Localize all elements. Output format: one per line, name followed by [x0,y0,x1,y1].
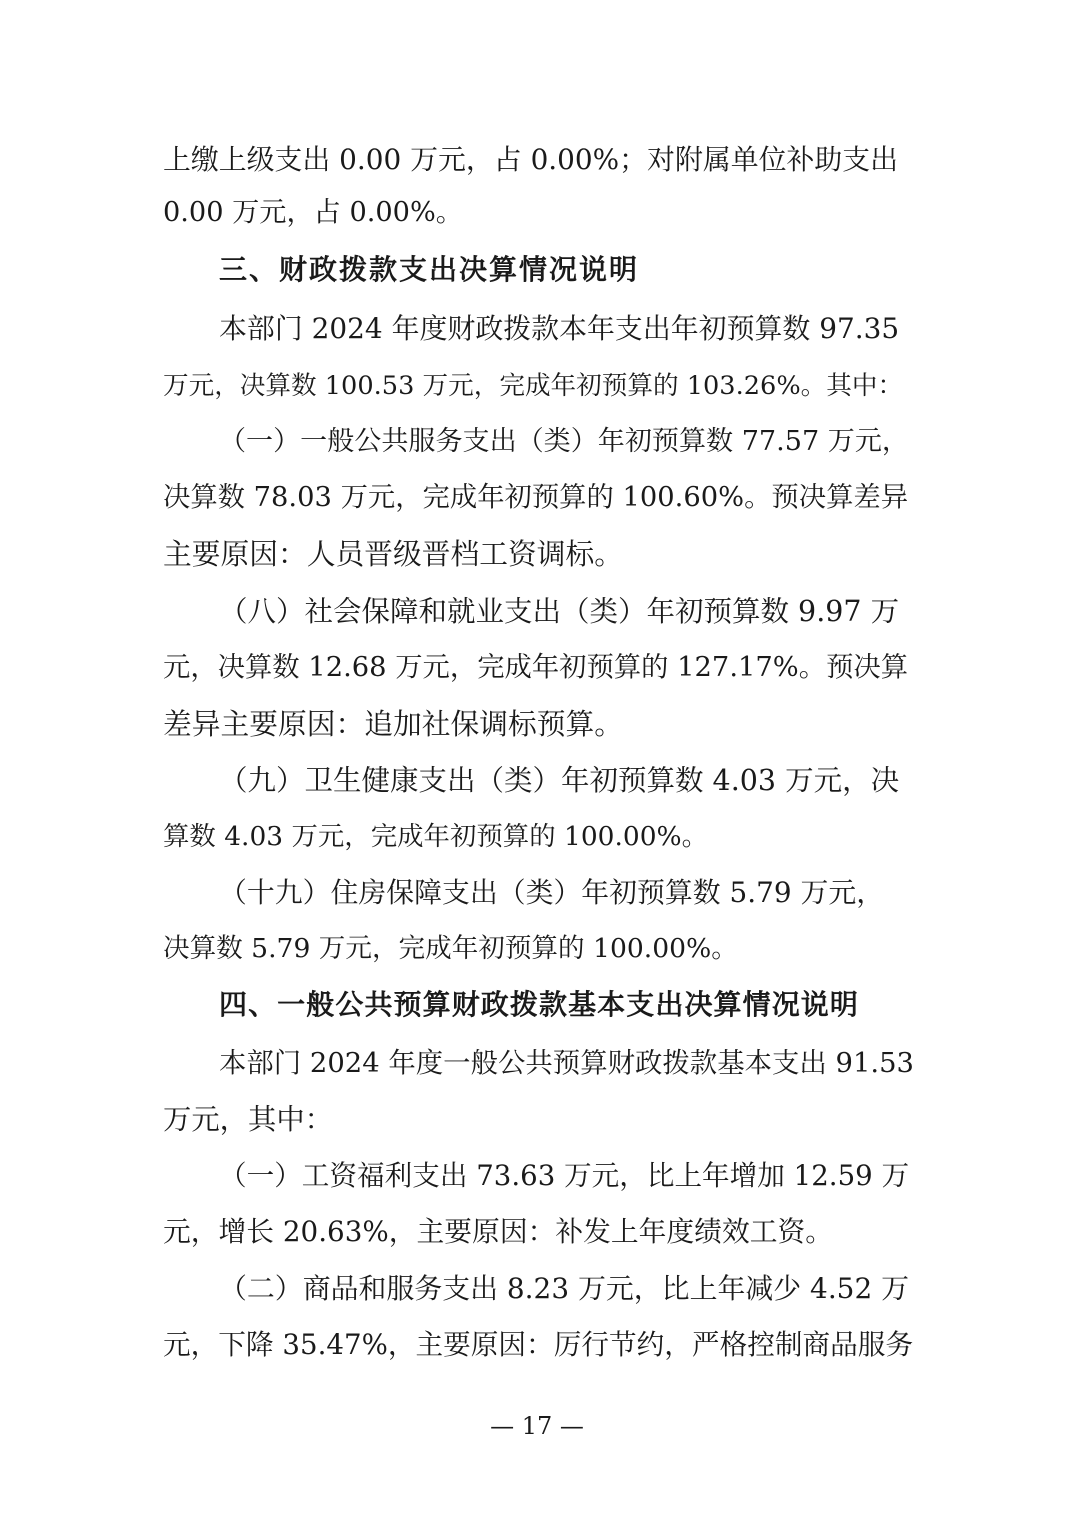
body-text-line: （一）工资福利支出 73.63 万元，比上年增加 12.59 万 [219,1159,910,1192]
section-heading-3: 三、财政拨款支出决算情况说明 [219,253,640,286]
page-number: — 17 — [490,1412,584,1440]
body-text-line: 差异主要原因：追加社保调标预算。 [163,707,623,741]
body-text-line: 本部门 2024 年度财政拨款本年支出年初预算数 97.35 [219,312,900,345]
body-text-line: 元，下降 35.47%，主要原因：厉行节约，严格控制商品服务 [163,1328,914,1361]
body-text-line: 元，增长 20.63%，主要原因：补发上年度绩效工资。 [163,1215,834,1248]
body-text-line: 上缴上级支出 0.00 万元，占 0.00%；对附属单位补助支出 [163,143,899,176]
body-text-line: 0.00 万元，占 0.00%。 [163,197,463,228]
body-text-line: 万元，决算数 100.53 万元，完成年初预算的 103.26%。其中： [163,371,904,401]
body-text-line: （九）卫生健康支出（类）年初预算数 4.03 万元，决 [219,764,900,797]
body-text-line: 元，决算数 12.68 万元，完成年初预算的 127.17%。预决算 [163,652,909,683]
body-text-line: （十九）住房保障支出（类）年初预算数 5.79 万元， [219,876,885,909]
body-text-line: 万元，其中： [163,1103,333,1136]
body-text-line: 决算数 78.03 万元，完成年初预算的 100.60%。预决算差异 [163,482,909,513]
body-text-line: （二）商品和服务支出 8.23 万元，比上年减少 4.52 万 [219,1272,909,1305]
section-heading-4: 四、一般公共预算财政拨款基本支出决算情况说明 [219,988,859,1021]
body-text-line: 决算数 5.79 万元，完成年初预算的 100.00%。 [163,933,738,964]
body-text-line: （一）一般公共服务支出（类）年初预算数 77.57 万元， [219,426,909,457]
body-text-line: 算数 4.03 万元，完成年初预算的 100.00%。 [163,821,709,852]
body-text-line: 本部门 2024 年度一般公共预算财政拨款基本支出 91.53 [219,1048,914,1079]
body-text-line: （八）社会保障和就业支出（类）年初预算数 9.97 万 [219,595,900,628]
body-text-line: 主要原因：人员晋级晋档工资调标。 [163,537,623,571]
